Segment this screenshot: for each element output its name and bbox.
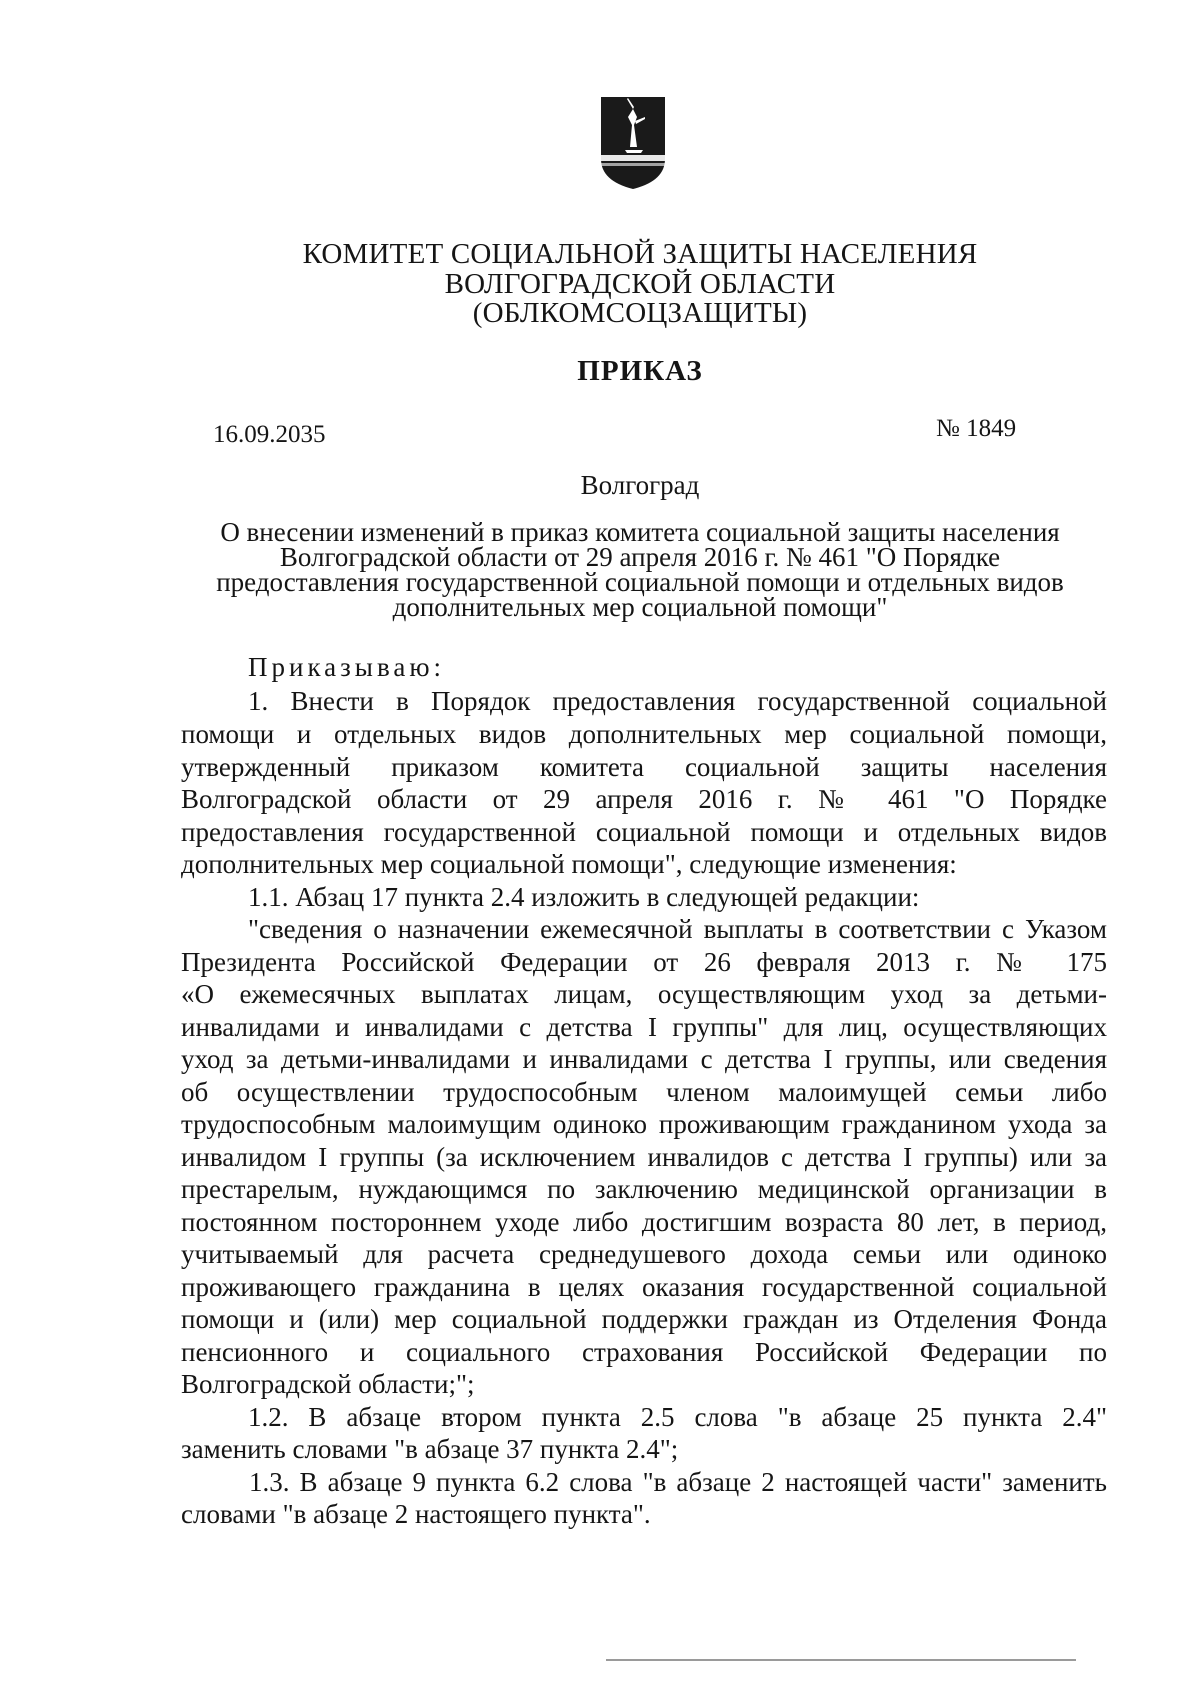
committee-abbreviation: (ОБЛКОМСОЦЗАЩИТЫ)	[472, 297, 808, 329]
footer-divider	[606, 1659, 1076, 1661]
body-line: предоставления государственной социальной помощи и отдельных видов	[181, 817, 1107, 847]
order-city: Волгоград	[580, 470, 700, 500]
body-line: 1.1. Абзац 17 пункта 2.4 изложить в следующей редакции:	[248, 882, 920, 912]
subject-line: дополнительных мер социальной помощи"	[392, 592, 888, 622]
body-line: 1.2. В абзаце втором пункта 2.5 слова "в абзаце 25 пункта 2.4"	[248, 1402, 1107, 1432]
body-line: инвалидом I группы (за исключением инвалидов с детства I группы) или за	[181, 1142, 1107, 1172]
order-intro: Приказываю:	[248, 652, 445, 682]
body-line: учитываемый для расчета среднедушевого дохода семьи или одиноко	[181, 1239, 1107, 1269]
body-line: уход за детьми-инвалидами и инвалидами с детства I группы, или сведения	[181, 1044, 1107, 1074]
body-line: помощи и (или) мер социальной поддержки граждан из Отделения Фонда	[181, 1304, 1107, 1334]
subject-line: О внесении изменений в приказ комитета социальной защиты населения	[220, 517, 1060, 547]
body-line: 1. Внести в Порядок предоставления государственной социальной	[248, 686, 1107, 716]
body-line: "сведения о назначении ежемесячной выплаты в соответствии с Указом	[248, 914, 1107, 944]
body-line: престарелым, нуждающимся по заключению медицинской организации в	[181, 1174, 1107, 1204]
subject-line: предоставления государственной социальной помощи и отдельных видов	[216, 567, 1064, 597]
coat-of-arms-icon	[597, 95, 669, 191]
order-subject	[190, 517, 1090, 622]
body-line: Президента Российской Федерации от 26 февраля 2013 г. № 175	[181, 947, 1107, 977]
body-line: утвержденный приказом комитета социальной защиты населения	[181, 752, 1107, 782]
body-line: инвалидами и инвалидами с детства I группы" для лиц, осуществляющих	[181, 1012, 1107, 1042]
body-line: «О ежемесячных выплатах лицам, осуществляющим уход за детьми-	[181, 979, 1107, 1009]
order-number: № 1849	[936, 415, 1017, 442]
body-line: Волгоградской области от 29 апреля 2016 г. № 461 "О Порядке	[181, 784, 1107, 814]
subject-line: Волгоградской области от 29 апреля 2016 г. № 461 "О Порядке	[279, 542, 1001, 572]
body-line: об осуществлении трудоспособным членом малоимущей семьи либо	[181, 1077, 1107, 1107]
body-line: Волгоградской области;";	[181, 1369, 475, 1399]
body-line: постоянном постороннем уходе либо достигшим возраста 80 лет, в период,	[181, 1207, 1107, 1237]
body-line: словами "в абзаце 2 настоящего пункта".	[181, 1499, 651, 1529]
body-line: проживающего гражданина в целях оказания государственной социальной	[181, 1272, 1107, 1302]
committee-name-line-1: КОМИТЕТ СОЦИАЛЬНОЙ ЗАЩИТЫ НАСЕЛЕНИЯ	[302, 238, 978, 270]
body-line: трудоспособным малоимущим одиноко проживающим гражданином ухода за	[181, 1109, 1107, 1139]
body-line: пенсионного и социального страхования Российской Федерации по	[181, 1337, 1107, 1367]
document-title: ПРИКАЗ	[577, 355, 703, 387]
committee-name-line-2: ВОЛГОГРАДСКОЙ ОБЛАСТИ	[444, 268, 836, 300]
body-line: 1.3. В абзаце 9 пункта 6.2 слова "в абзаце 2 настоящей части" заменить	[249, 1467, 1107, 1497]
order-date: 16.09.2035	[213, 421, 326, 448]
body-line: заменить словами "в абзаце 37 пункта 2.4";	[181, 1434, 679, 1464]
body-line: помощи и отдельных видов дополнительных мер социальной помощи,	[181, 719, 1107, 749]
body-line: дополнительных мер социальной помощи", следующие изменения:	[181, 849, 957, 879]
